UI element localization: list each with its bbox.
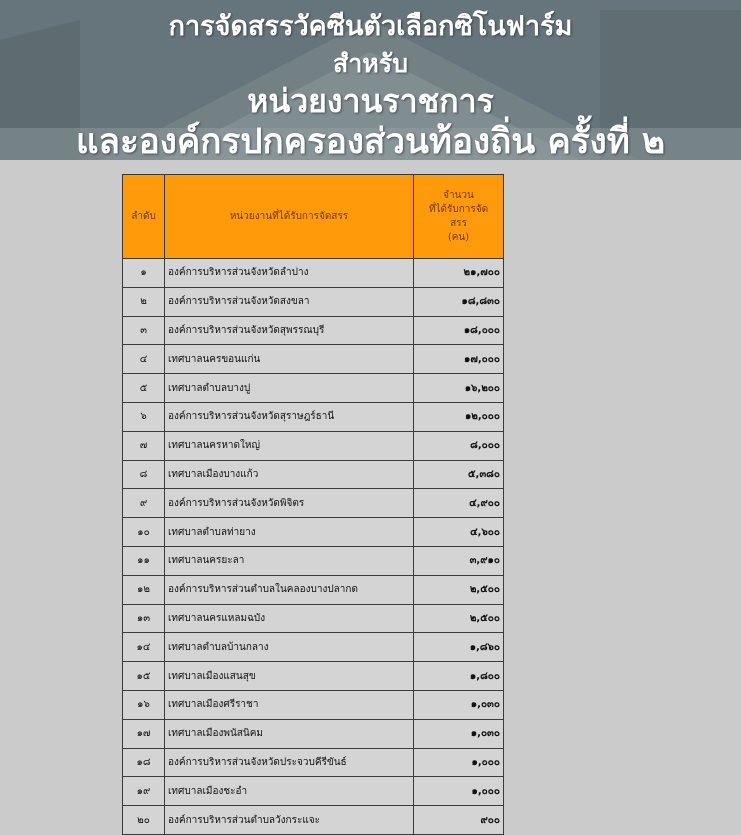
header-title-line-1: การจัดสรรวัคซีนตัวเลือกซิโนฟาร์ม <box>168 11 573 42</box>
row-number: ๑๗ <box>123 719 165 748</box>
organization-name: องค์การบริหารส่วนจังหวัดสุพรรณบุรี <box>165 316 414 345</box>
organization-name: เทศบาลตำบลท่ายาง <box>165 518 414 547</box>
row-number: ๕ <box>123 374 165 403</box>
allocated-amount: ๑,๐๓๐ <box>414 719 504 748</box>
organization-name: เทศบาลเมืองพนัสนิคม <box>165 719 414 748</box>
allocation-table <box>122 174 504 835</box>
allocated-amount: ๒,๕๐๐ <box>414 575 504 604</box>
amount-header-line: ที่ได้รับการจัด <box>428 203 489 215</box>
row-number: ๘ <box>123 460 165 489</box>
header-title-line-4: และองค์กรปกครองส่วนท้องถิ่น ครั้งที่ ๒ <box>75 122 666 160</box>
row-number: ๑๔ <box>123 633 165 662</box>
row-number: ๑๕ <box>123 662 165 691</box>
table-row <box>123 259 504 288</box>
allocated-amount: ๑,๐๐๐ <box>414 748 504 777</box>
allocated-amount: ๑๘,๐๐๐ <box>414 316 504 345</box>
allocated-amount: ๒,๕๐๐ <box>414 604 504 633</box>
allocated-amount: ๑๒,๐๐๐ <box>414 402 504 431</box>
table-row <box>123 690 504 719</box>
organization-name: องค์การบริหารส่วนจังหวัดลำปาง <box>165 259 414 288</box>
organization-name: เทศบาลตำบลบางปู <box>165 374 414 403</box>
table-row <box>123 633 504 662</box>
allocated-amount: ๑,๐๐๐ <box>414 777 504 806</box>
row-number: ๑๙ <box>123 777 165 806</box>
row-number: ๙ <box>123 489 165 518</box>
row-number: ๑ <box>123 259 165 288</box>
organization-name: เทศบาลเมืองศรีราชา <box>165 690 414 719</box>
allocated-amount: ๑๖,๒๐๐ <box>414 374 504 403</box>
row-number: ๑๒ <box>123 575 165 604</box>
organization-name: องค์การบริหารส่วนจังหวัดพิจิตร <box>165 489 414 518</box>
allocated-amount: ๒๑,๗๐๐ <box>414 259 504 288</box>
organization-name: เทศบาลเมืองแสนสุข <box>165 662 414 691</box>
organization-name: องค์การบริหารส่วนจังหวัดสงขลา <box>165 287 414 316</box>
row-number: ๓ <box>123 316 165 345</box>
table-row <box>123 345 504 374</box>
table-row <box>123 546 504 575</box>
column-header-amount <box>414 175 504 259</box>
amount-header-line: สรร <box>450 217 467 229</box>
organization-name: เทศบาลนครยะลา <box>165 546 414 575</box>
row-number: ๑๐ <box>123 518 165 547</box>
allocated-amount: ๕,๓๘๐ <box>414 460 504 489</box>
table-row <box>123 662 504 691</box>
table-row <box>123 575 504 604</box>
allocated-amount: ๑,๘๖๐ <box>414 633 504 662</box>
header-title-line-2: สำหรับ <box>332 49 409 78</box>
organization-name: องค์การบริหารส่วนจังหวัดประจวบคีรีขันธ์ <box>165 748 414 777</box>
organization-name: องค์การบริหารส่วนตำบลวังกระแจะ <box>165 806 414 835</box>
organization-name: เทศบาลนครขอนแก่น <box>165 345 414 374</box>
allocated-amount: ๑,๘๐๐ <box>414 662 504 691</box>
allocated-amount: ๓,๙๑๐ <box>414 546 504 575</box>
allocated-amount: ๑๘,๘๓๐ <box>414 287 504 316</box>
table-row <box>123 777 504 806</box>
table-row <box>123 316 504 345</box>
table-header-row <box>123 175 504 259</box>
organization-name: เทศบาลตำบลบ้านกลาง <box>165 633 414 662</box>
allocated-amount: ๑๗,๐๐๐ <box>414 345 504 374</box>
row-number: ๑๖ <box>123 690 165 719</box>
allocated-amount: ๙๐๐ <box>414 806 504 835</box>
organization-name: องค์การบริหารส่วนจังหวัดสุราษฎร์ธานี <box>165 402 414 431</box>
row-number: ๑๑ <box>123 546 165 575</box>
amount-header-line: (คน) <box>447 231 470 243</box>
table-row <box>123 748 504 777</box>
table-row <box>123 287 504 316</box>
organization-name: เทศบาลเมืองบางแก้ว <box>165 460 414 489</box>
row-number: ๗ <box>123 431 165 460</box>
row-number: ๒๐ <box>123 806 165 835</box>
header-banner <box>0 0 741 160</box>
allocated-amount: ๔,๖๐๐ <box>414 518 504 547</box>
allocated-amount: ๔,๙๐๐ <box>414 489 504 518</box>
table-row <box>123 402 504 431</box>
table-body <box>123 259 504 835</box>
table-row <box>123 374 504 403</box>
table-row <box>123 806 504 835</box>
row-number: ๖ <box>123 402 165 431</box>
allocated-amount: ๑,๐๓๐ <box>414 690 504 719</box>
table-row <box>123 604 504 633</box>
header-title-line-3: หน่วยงานราชการ <box>247 82 494 120</box>
allocated-amount: ๘,๐๐๐ <box>414 431 504 460</box>
row-number: ๒ <box>123 287 165 316</box>
table-row <box>123 719 504 748</box>
table-row <box>123 431 504 460</box>
organization-name: เทศบาลนครแหลมฉบัง <box>165 604 414 633</box>
row-number: ๔ <box>123 345 165 374</box>
column-header-organization: หน่วยงานที่ได้รับการจัดสรร <box>165 175 414 259</box>
amount-header-line: จำนวน <box>443 189 474 201</box>
column-header-number: ลำดับ <box>123 175 165 259</box>
table-row <box>123 518 504 547</box>
row-number: ๑๓ <box>123 604 165 633</box>
organization-name: เทศบาลเมืองชะอำ <box>165 777 414 806</box>
table-row <box>123 489 504 518</box>
table-row <box>123 460 504 489</box>
organization-name: เทศบาลนครหาดใหญ่ <box>165 431 414 460</box>
row-number: ๑๘ <box>123 748 165 777</box>
organization-name: องค์การบริหารส่วนตำบลในคลองบางปลากด <box>165 575 414 604</box>
